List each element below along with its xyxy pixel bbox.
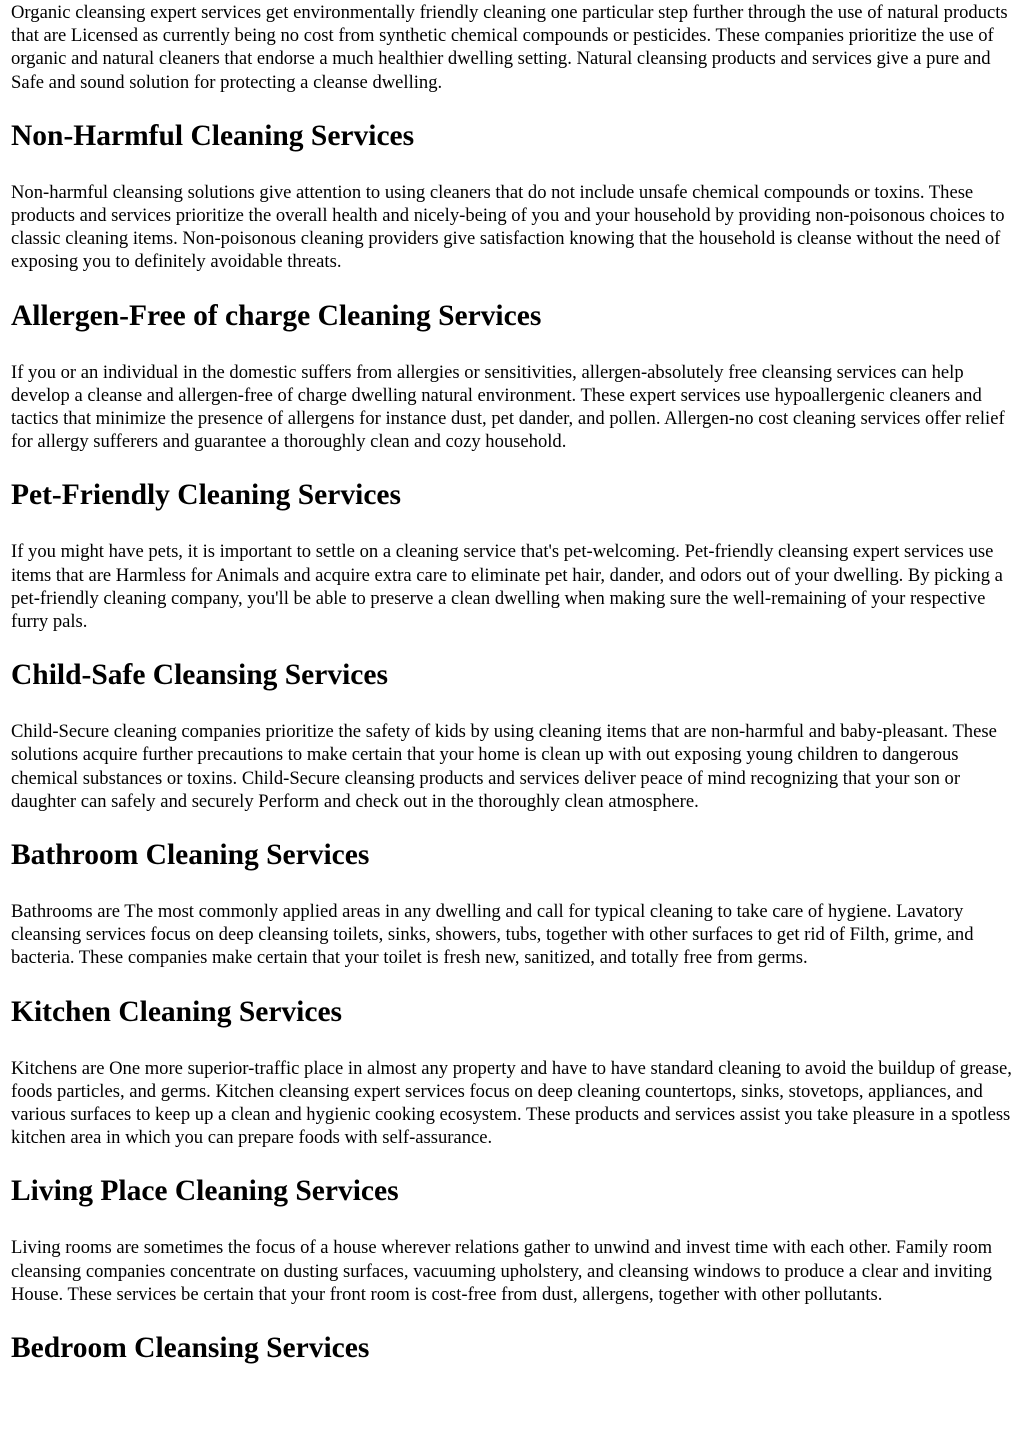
section-heading: Allergen-Free of charge Cleaning Services	[11, 299, 542, 332]
section-heading: Kitchen Cleaning Services	[11, 995, 343, 1028]
section-pet-friendly	[11, 478, 1014, 633]
section-paragraph: Non-harmful cleansing solutions give attention to using cleaners that do not include unsafe chemical compounds or toxins. These products and services prioritize the overall health and nicely-being of you and your household by providing non-poisonous choices to classic cleaning items. Non-poisonous cleaning providers give satisfaction knowing that the household is cleanse without the need of exposing you to definitely avoidable threats.	[11, 181, 1005, 273]
section-paragraph: If you might have pets, it is important to settle on a cleaning service that's pet-welcoming. Pet-friendly cleansing expert services use items that are Harmless for Animals and acquire extra care to eliminate pet hair, dander, and odors out of your dwelling. By picking a pet-friendly cleaning company, you'll be able to preserve a clean dwelling when making sure the well-remaining of your respective furry pals.	[11, 541, 1003, 633]
section-heading: Non-Harmful Cleaning Services	[11, 119, 415, 152]
section-non-harmful	[11, 119, 1014, 274]
intro-paragraph: Organic cleansing expert services get environmentally friendly cleaning one particular step further through the use of natural products that are Licensed as currently being no cost from synthetic chemical compounds or pesticides. These companies prioritize the use of organic and natural cleaners that endorse a much healthier dwelling setting. Natural cleansing products and services give a pure and Safe and sound solution for protecting a cleanse dwelling.	[11, 2, 1008, 93]
section-heading: Bathroom Cleaning Services	[11, 839, 370, 872]
section-heading: Pet-Friendly Cleaning Services	[11, 479, 401, 512]
section-bathroom	[11, 838, 1014, 970]
section-paragraph: Child-Secure cleaning companies prioritize the safety of kids by using cleaning items that are non-harmful and baby-pleasant. These solutions acquire further precautions to make certain that your home is clean up with out exposing young children to dangerous chemical substances or toxins. Child-Secure cleansing products and services deliver peace of mind recognizing that your son or daughter can safely and securely Perform and check out in the thoroughly clean atmosphere.	[11, 721, 997, 812]
section-heading: Bedroom Cleansing Services	[11, 1332, 370, 1365]
section-heading: Child-Safe Cleansing Services	[11, 659, 388, 692]
section-paragraph: If you or an individual in the domestic suffers from allergies or sensitivities, allergen-absolutely free cleansing services can help develop a cleanse and allergen-free of charge dwelling natural environment. These expert services use hypoallergenic cleaners and tactics that minimize the presence of allergens for instance dust, pet dander, and pollen. Allergen-no cost cleaning services offer relief for allergy sufferers and guarantee a thoroughly clean and cozy household.	[11, 361, 1005, 453]
section-allergen-free	[11, 299, 1014, 454]
section-paragraph: Kitchens are One more superior-traffic place in almost any property and have to have standard cleaning to avoid the buildup of grease, foods particles, and germs. Kitchen cleansing expert services focus on deep cleaning countertops, sinks, stovetops, appliances, and various surfaces to keep up a clean and hygienic cooking ecosystem. These products and services assist you take pleasure in a spotless kitchen area in which you can prepare foods with self-assurance.	[11, 1057, 1012, 1149]
section-paragraph: Bathrooms are The most commonly applied areas in any dwelling and call for typical cleaning to take care of hygiene. Lavatory cleansing services focus on deep cleansing toilets, sinks, showers, tubs, together with other surfaces to get rid of Filth, grime, and bacteria. These companies make certain that your toilet is fresh new, sanitized, and totally free from germs.	[11, 901, 974, 969]
section-kitchen	[11, 995, 1014, 1150]
section-bedroom	[11, 1331, 1014, 1365]
section-paragraph: Living rooms are sometimes the focus of a house wherever relations gather to unwind and invest time with each other. Family room cleansing companies concentrate on dusting surfaces, vacuuming upholstery, and cleansing windows to produce a clear and inviting House. These services be certain that your front room is cost-free from dust, allergens, together with other pollutants.	[11, 1237, 993, 1305]
section-living-place	[11, 1174, 1014, 1306]
section-child-safe	[11, 658, 1014, 813]
section-heading: Living Place Cleaning Services	[11, 1175, 399, 1208]
document-page	[0, 1, 1024, 1365]
